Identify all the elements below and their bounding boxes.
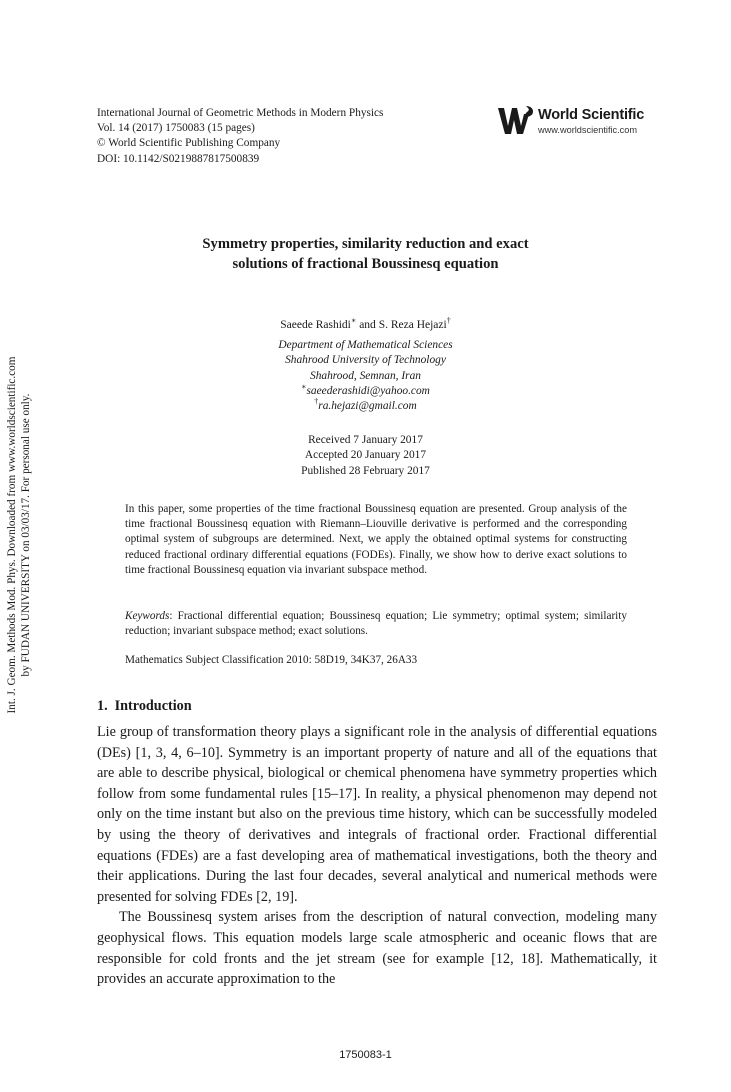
watermark-line-2: by FUDAN UNIVERSITY on 03/03/17. For personal use only. (20, 393, 33, 677)
author-name: S. Reza Hejazi (378, 319, 447, 331)
email-line (100, 399, 631, 414)
journal-volume: Vol. 14 (2017) 1750083 (15 pages) (97, 122, 255, 135)
affiliation-location: Shahrood, Semnan, Iran (310, 369, 421, 382)
title-line-2: solutions of fractional Boussinesq equation (232, 256, 499, 272)
section-title: Introduction (114, 698, 192, 714)
body-text (97, 722, 657, 990)
abstract (125, 502, 627, 578)
watermark-line-1: Int. J. Geom. Methods Mod. Phys. Downloaded from www.worldscientific.com (6, 356, 18, 714)
publisher-name: World Scientific (538, 107, 645, 123)
author-name: Saeede Rashidi (280, 319, 351, 331)
author-conjunction: and (356, 319, 379, 331)
affiliation-block (100, 338, 631, 414)
email-line (100, 384, 631, 399)
email-address[interactable]: ra.hejazi@gmail.com (318, 400, 417, 413)
received-date: Received 7 January 2017 (308, 434, 423, 446)
section-heading (97, 698, 192, 715)
keywords-text: : Fractional differential equation; Boussinesq equation; Lie symmetry; optimal system; similarity reduction; invariant subspace method; exact solutions. (125, 610, 627, 638)
email-mark: ∗ (301, 382, 307, 392)
accepted-date: Accepted 20 January 2017 (304, 449, 427, 462)
affiliation-department: Department of Mathematical Sciences (278, 339, 453, 351)
paper-title (100, 234, 631, 274)
email-mark: † (314, 397, 319, 407)
page-number: 1750083-1 (339, 1049, 392, 1061)
journal-header (97, 106, 487, 167)
download-watermark (5, 345, 35, 725)
published-date: Published 28 February 2017 (301, 464, 430, 477)
email-address[interactable]: saeederashidi@yahoo.com (306, 384, 430, 397)
publisher-url[interactable]: www.worldscientific.com (538, 125, 638, 135)
publication-dates (100, 433, 631, 479)
copyright-line: © World Scientific Publishing Company (97, 137, 281, 150)
subject-classification: Mathematics Subject Classification 2010: 58D19, 34K37, 26A33 (125, 654, 418, 666)
publisher-logo[interactable] (496, 104, 656, 140)
doi-link[interactable]: DOI: 10.1142/S0219887817500839 (97, 152, 260, 165)
abstract-text: In this paper, some properties of the time fractional Boussinesq equation are presented. Group analysis of the time fractional Boussinesq equation with Riemann–Liouville derivative is performed and the corresponding optimal system of subgroups are determined. Next, we apply the obtained optimal systems for constructing reduced fractional ordinary differential equations (FODEs). Finally, we show how to derive exact solutions to time fractional Boussinesq equation via invariant subspace method. (125, 503, 627, 576)
journal-name: International Journal of Geometric Methods in Modern Physics (97, 107, 384, 119)
paragraph: Lie group of transformation theory plays a significant role in the analysis of differential equations (DEs) [1, 3, 4, 6–10]. Symmetry is an important property of nature and all of the equations that are able to describe physical, biological or chemical phenomena have symmetry properties which follow from some fundamental rules [15–17]. In reality, a physical phenomenon may depend not only on the time instant but also on the previous time history, which can be successfully modeled by using the theory of derivatives and integrals of fractional order. Fractional differential equations (FDEs) are a fast developing area of mathematical investigations, both the theory and their applications. During the last four decades, several analytical and numerical methods were presented for solving FDEs [2, 19]. (97, 724, 657, 905)
author-mark: ∗ (350, 316, 357, 326)
title-line-1: Symmetry properties, similarity reduction and exact (202, 236, 529, 252)
keywords (125, 609, 627, 639)
paragraph: The Boussinesq system arises from the description of natural convection, modeling many geophysical flows. This equation models large scale atmospheric and oceanic flows that are responsible for cold fronts and the jet stream (see for example [12, 18]. Mathematically, it provides an accurate approximation to the (97, 909, 657, 988)
author-mark: † (446, 316, 451, 326)
keywords-label: Keywords (125, 610, 170, 622)
author-list (100, 317, 631, 333)
section-number: 1. (97, 698, 108, 714)
world-scientific-logo-icon (496, 104, 536, 138)
affiliation-university: Shahrood University of Technology (285, 354, 446, 367)
